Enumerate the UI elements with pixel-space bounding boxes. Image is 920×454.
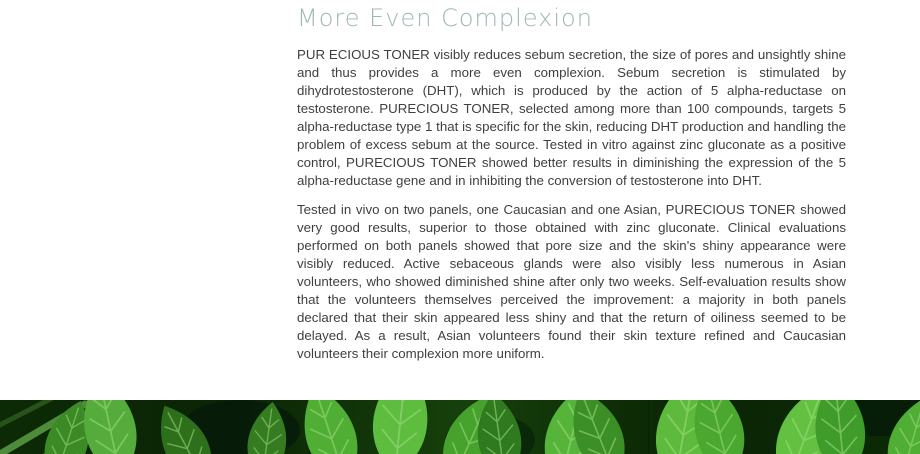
- mint-leaves-photo: [0, 400, 920, 454]
- page-title: More Even Complexion: [297, 4, 593, 32]
- article: [297, 0, 846, 374]
- paragraph-in-vitro: PUR ECIOUS TONER visibly reduces sebum secretion, the size of pores and unsightly shine and thus provides a more even complexion. Sebum secretion is stimulated by dihydrotestosterone (DHT), which is produced by the action of 5 alpha-reductase on testosterone. PURECIOUS TONER, selected among more than 100 compounds, targets 5 alpha-reductase type 1 that is specific for the skin, reducing DHT production and handling the problem of excess sebum at the source. Tested in vitro against zinc gluconate as a positive control, PURECIOUS TONER showed better results in diminishing the expression of the 5 alpha-reductase gene and in inhibiting the conversion of testosterone into DHT.: [297, 47, 846, 188]
- paragraph-in-vivo: Tested in vivo on two panels, one Caucasian and one Asian, PURECIOUS TONER showed very good results, superior to those obtained with zinc gluconate. Clinical evaluations performed on both panels showed that pore size and the skin's shiny appearance were visibly reduced. Active sebaceous glands were also visibly less numerous in Asian volunteers, who showed diminished shine after only two weeks. Self-evaluation results show that the volunteers themselves perceived the improvement: a majority in both panels declared that their skin appeared less shiny and that the return of oiliness seemed to be delayed. As a result, Asian volunteers found their skin texture refined and Caucasian volunteers their complexion more uniform.: [297, 202, 846, 361]
